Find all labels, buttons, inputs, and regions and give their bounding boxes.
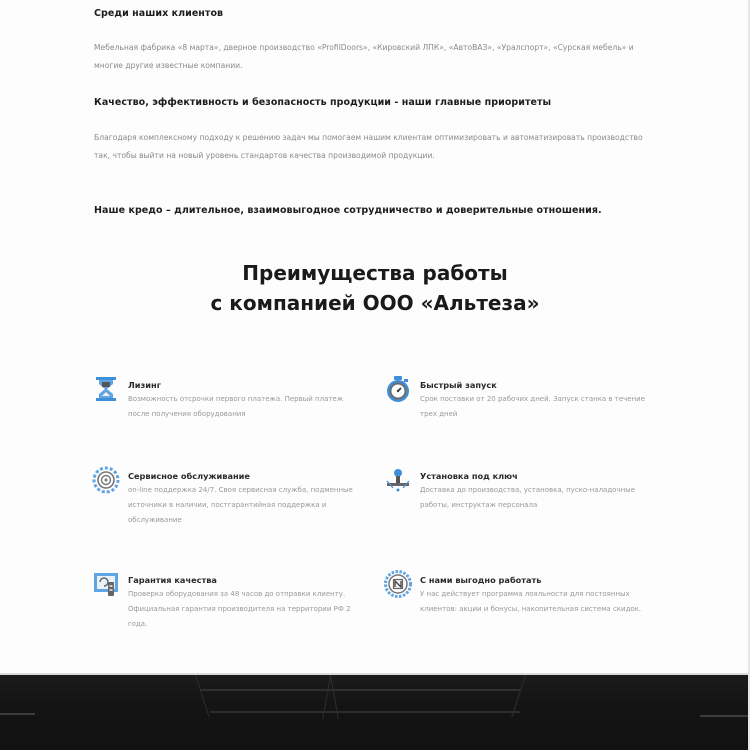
advantage-title: Гарантия качества (128, 575, 217, 585)
clients-text: Мебельная фабрика «8 марта», дверное производство «ProfilDoors», «Кировский ЛПК», «АвтоВАЗ», «Уралспорт», «Сурская мебель» и многие другие известные компании. (94, 43, 634, 70)
advantage-title: Быстрый запуск (420, 380, 497, 390)
turnkey-install-icon (384, 466, 412, 494)
banner-beam (200, 689, 520, 691)
advantage-text: Проверка оборудования за 48 часов до отправки клиенту. Официальная гарантия производителя на территории РФ 2 года. (128, 590, 351, 628)
advantages-title-line2: с компанией ООО «Альтеза» (210, 291, 540, 315)
banner-beam (0, 713, 35, 715)
banner-beam (210, 711, 520, 713)
advantage-text: Срок поставки от 20 рабочих дней. Запуск станка в течение трех дней (420, 395, 646, 418)
quality-guarantee-icon (92, 570, 120, 598)
advantage-text: У нас действует программа лояльности для постоянных клиентов: акции и бонусы, накопительная система скидок. (420, 590, 642, 613)
factory-banner-image (0, 673, 748, 750)
quality-heading: Качество, эффективность и безопасность продукции - наши главные приоритеты (94, 97, 552, 108)
advantages-title-line1: Преимущества работы (242, 261, 508, 285)
advantage-title: Установка под ключ (420, 471, 518, 481)
service-gear-icon (92, 466, 120, 494)
clients-heading: Среди наших клиентов (94, 8, 224, 19)
advantages-title (0, 258, 750, 318)
advantage-text: on-line поддержка 24/7. Своя сервисная служба, подменные источники в наличии, постгарантийная поддержка и обслуживание (128, 486, 353, 524)
advantage-text: Возможность отсрочки первого платежа. Первый платеж после получения оборудования (128, 395, 344, 418)
banner-truss (195, 675, 210, 718)
stopwatch-icon (384, 375, 412, 403)
credo-text: Наше кредо – длительное, взаимовыгодное сотрудничество и доверительные отношения. (94, 205, 602, 216)
advantage-text: Доставка до производства, установка, пуско-наладочные работы, инструктаж персонала (420, 486, 636, 509)
advantage-title: Лизинг (128, 380, 161, 390)
advantage-title: С нами выгодно работать (420, 575, 542, 585)
banner-beam (700, 715, 748, 717)
advantage-title: Сервисное обслуживание (128, 471, 250, 481)
benefit-badge-icon (384, 570, 412, 598)
quality-text: Благодаря комплексному подходу к решению задач мы помогаем нашим клиентам оптимизировать и автоматизировать производство так, чтобы выйти на новый уровень стандартов качества производимой продукции. (94, 133, 643, 160)
hourglass-icon (92, 375, 120, 403)
